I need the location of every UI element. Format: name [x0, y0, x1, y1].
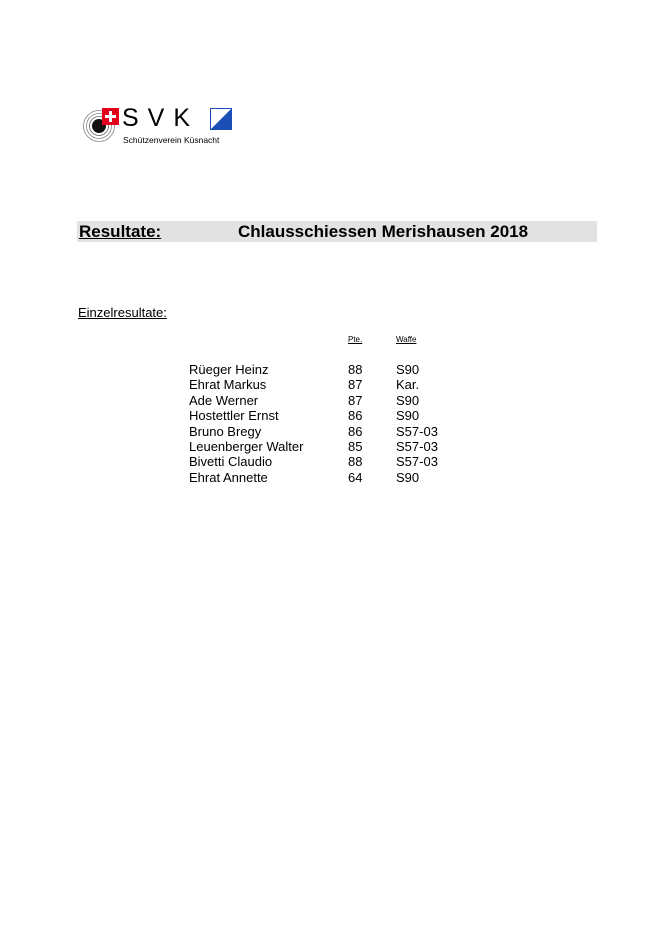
shooter-points: 85	[348, 438, 363, 454]
shooter-name: Bruno Bregy	[189, 423, 262, 439]
shooter-weapon: S90	[396, 362, 420, 377]
shooter-points: 64	[348, 469, 363, 485]
shooter-name: Leuenberger Walter	[189, 438, 304, 454]
shooter-name: Bivetti Claudio	[189, 454, 273, 470]
shooter-name: Ade Werner	[189, 392, 259, 408]
shooter-name: Rüeger Heinz	[189, 362, 269, 377]
zurich-flag-icon	[210, 108, 232, 130]
shooter-weapon: S90	[396, 469, 420, 485]
title-bar	[77, 221, 597, 242]
weapon-column-header: Waffe	[396, 335, 417, 344]
points-column-header: Pte.	[348, 335, 363, 344]
section-label: Einzelresultate:	[78, 305, 167, 320]
shooter-name: Ehrat Markus	[189, 377, 267, 393]
target-icon	[82, 104, 124, 150]
shooter-points: 87	[348, 377, 363, 393]
logo-letters: SVK	[122, 104, 200, 132]
shooter-weapon: Kar.	[396, 377, 420, 393]
shooter-name: Ehrat Annette	[189, 469, 268, 485]
event-title: Chlausschiessen Merishausen 2018	[238, 222, 529, 241]
shooter-weapon: S90	[396, 392, 420, 408]
results-label: Resultate:	[79, 222, 162, 241]
club-logo	[82, 104, 242, 150]
shooter-weapon: S90	[396, 408, 420, 424]
shooter-weapon: S57-03	[396, 423, 438, 439]
swiss-cross-icon	[102, 108, 119, 125]
shooter-points: 87	[348, 392, 363, 408]
shooter-points: 86	[348, 423, 363, 439]
shooter-points: 88	[348, 454, 363, 470]
shooter-name: Hostettler Ernst	[189, 408, 279, 424]
shooter-weapon: S57-03	[396, 454, 438, 470]
shooter-weapon: S57-03	[396, 438, 438, 454]
shooter-points: 86	[348, 408, 363, 424]
shooter-points: 88	[348, 362, 363, 377]
logo-subtitle: Schützenverein Küsnacht	[123, 135, 220, 145]
